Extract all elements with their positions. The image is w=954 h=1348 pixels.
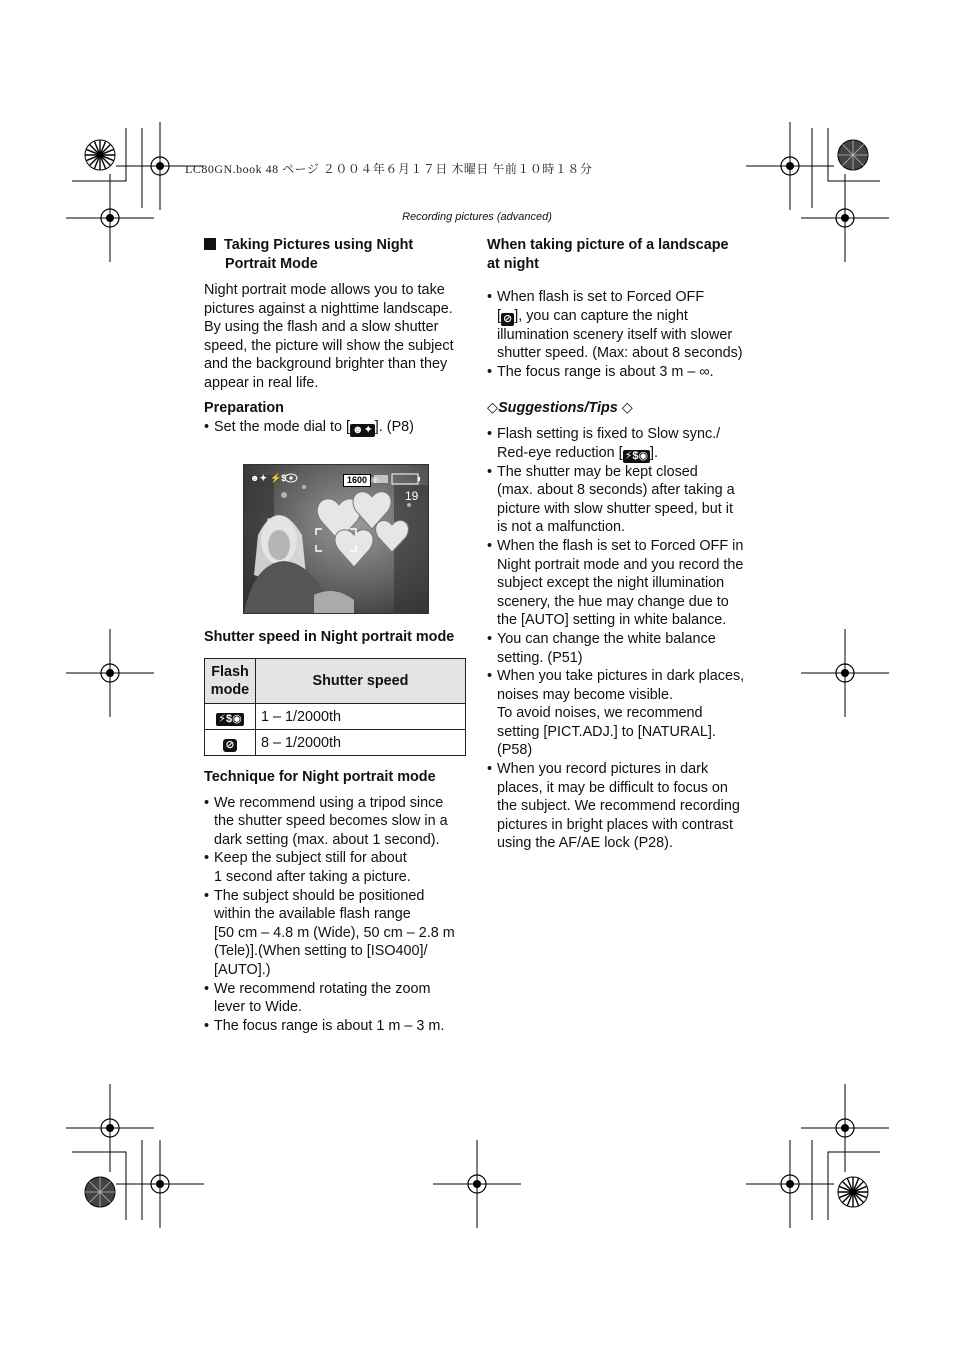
section-title: Taking Pictures using Night Portrait Mode — [204, 236, 468, 274]
col-shutter-speed: Shutter speed — [256, 659, 466, 704]
table-row: ⚡$◉ 1 – 1/2000th — [205, 704, 466, 730]
square-bullet-icon — [204, 238, 216, 250]
list-item: • The focus range is about 3 m – ∞. — [487, 363, 757, 382]
tips-heading: ◇Suggestions/Tips ◇ — [487, 400, 633, 417]
svg-text:☻✦: ☻✦ — [250, 473, 268, 483]
col-flash-mode: Flash mode — [205, 659, 256, 704]
left-column — [204, 236, 468, 274]
right-column — [487, 236, 757, 853]
table-heading: Shutter speed in Night portrait mode — [204, 629, 455, 645]
forced-off-flash-icon: ⊘ — [503, 312, 513, 325]
iso-badge: 1600 — [343, 474, 371, 487]
preparation-heading: Preparation — [204, 400, 284, 416]
list-item: • Keep the subject still for about 1 second after taking a picture. — [204, 849, 474, 886]
landscape-heading: When taking picture of a landscape at night — [487, 237, 729, 272]
list-item: • When you take pictures in dark places, noises may become visible. To avoid noises, we recommend setting [PICT.ADJ.] to [NATURAL]. (P58) — [487, 667, 757, 760]
preparation — [204, 399, 474, 437]
list-item: • We recommend rotating the zoom lever to Wide. — [204, 980, 474, 1017]
list-item: • Flash setting is fixed to Slow sync./ Red-eye reduction [ ⚡$◉ ]. — [487, 425, 757, 463]
forced-off-flash-icon: ⊘ — [225, 738, 235, 751]
table-header-row — [205, 659, 466, 704]
preparation-step: • Set the mode dial to [ ☻✦ ]. (P8) — [204, 418, 474, 437]
shutter-speed-table-wrap — [204, 658, 466, 756]
list-item: • The subject should be positioned within the available flash range [50 cm – 4.8 m (Wide), 50 cm – 2.8 m (Tele)].(When setting to [ISO400]/ [AUTO].) — [204, 887, 474, 980]
remaining-count: 19 — [405, 489, 419, 503]
list-item: • When flash is set to Forced OFF [ ⊘ ], you can capture the night illumination scenery itself with slower shutter speed. (Max: about 8 seconds) — [487, 288, 757, 363]
list-item: • The shutter may be kept closed (max. about 8 seconds) after taking a picture with slow shutter speed, but it is not a malfunction. — [487, 463, 757, 537]
table-row: ⊘ 8 – 1/2000th — [205, 730, 466, 756]
slow-sync-red-eye-flash-icon: ⚡$◉ — [218, 712, 242, 725]
list-item: • You can change the white balance setting. (P51) — [487, 630, 757, 667]
list-item: • When you record pictures in dark places, it may be difficult to focus on the subject. We recommend recording pictures in bright places with contrast using the AF/AE lock (P28). — [487, 760, 757, 853]
shutter-speed-table — [204, 658, 466, 756]
list-item: • The focus range is about 1 m – 3 m. — [204, 1017, 474, 1036]
list-item: • We recommend using a tripod since the shutter speed becomes slow in a dark setting (max. about 1 second). — [204, 794, 474, 850]
svg-text:⚡$: ⚡$ — [270, 473, 287, 483]
technique-section — [204, 768, 474, 1035]
running-head: Recording pictures (advanced) — [402, 211, 552, 223]
print-info: LC80GN.book 48 ページ ２００４年６月１７日 木曜日 午前１０時１８分 — [185, 162, 593, 176]
night-portrait-mode-icon: ☻✦ — [352, 423, 373, 436]
technique-heading: Technique for Night portrait mode — [204, 769, 436, 785]
list-item: • When the flash is set to Forced OFF in Night portrait mode and you record the subject except the night illumination scenery, the hue may change due to the [AUTO] setting in white balance. — [487, 537, 757, 630]
diamond-icon: ◇ — [487, 400, 499, 417]
diamond-icon: ◇ — [621, 400, 633, 417]
slow-sync-red-eye-flash-icon: ⚡$◉ — [624, 449, 649, 462]
lcd-screen-photo — [243, 464, 429, 614]
intro-paragraph: Night portrait mode allows you to take pictures against a nighttime landscape. By using the flash and a slow shutter speed, the picture will show the subject and the background brighter than they appear in real life. — [204, 282, 454, 391]
